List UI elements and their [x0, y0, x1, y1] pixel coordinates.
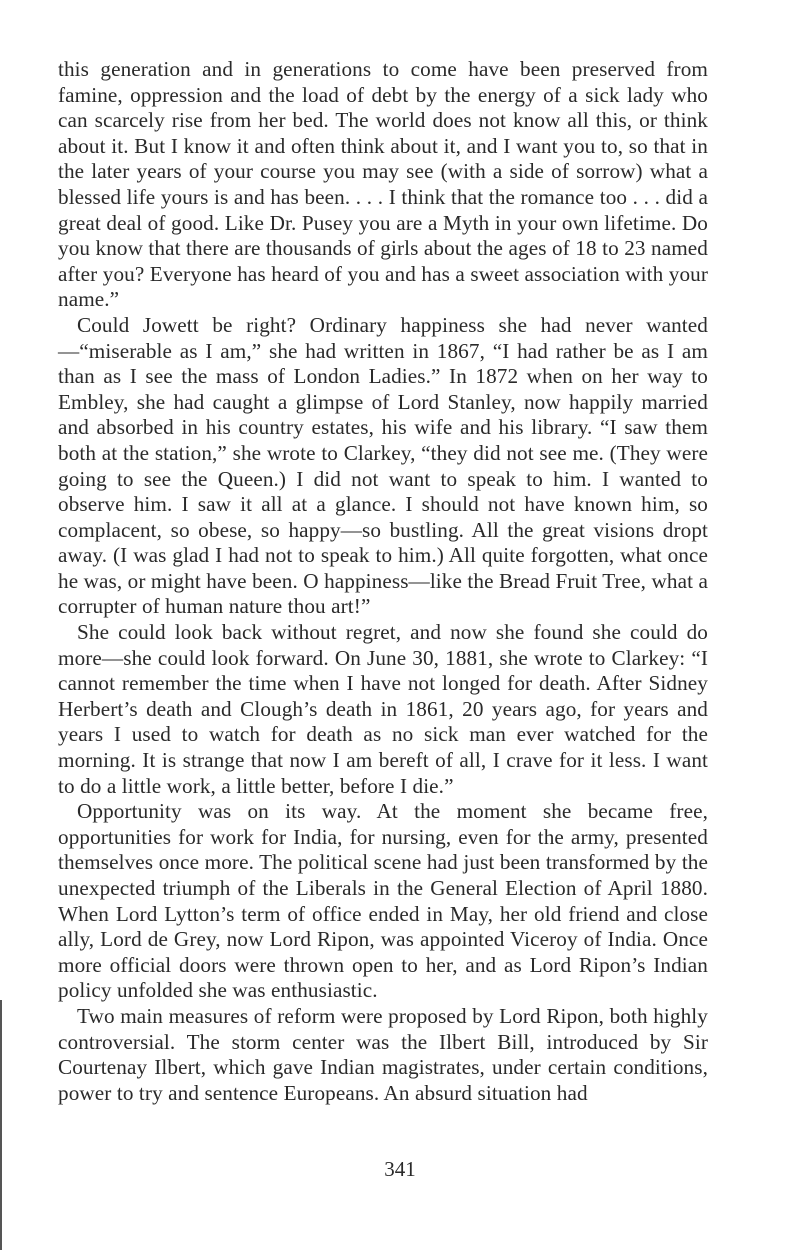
page-number: 341 — [384, 1157, 416, 1181]
paragraph-4: Opportunity was on its way. At the moment she became free, opportunities for work for India, for nursing, even for the army, presented themselves once more. The political scene had just been transformed by the unexpected triumph of the Liberals in the General Election of April 1880. When Lord Lytton’s term of office ended in May, her old friend and close ally, Lord de Grey, now Lord Ripon, was appointed Viceroy of India. Once more official doors were thrown open to her, and as Lord Ripon’s Indian policy unfolded she was enthusiastic. — [58, 799, 708, 1003]
body-text — [58, 57, 708, 1106]
scan-edge-mark — [0, 1000, 2, 1250]
paragraph-1: this generation and in generations to come have been preserved from famine, oppression and the load of debt by the energy of a sick lady who can scarcely rise from her bed. The world does not know all this, or think about it. But I know it and often think about it, and I want you to, so that in the later years of your course you may see (with a side of sorrow) what a blessed life yours is and has been. . . . I think that the romance too . . . did a great deal of good. Like Dr. Pusey you are a Myth in your own lifetime. Do you know that there are thousands of girls about the ages of 18 to 23 named after you? Everyone has heard of you and has a sweet association with your name.” — [58, 57, 708, 312]
paragraph-3: She could look back without regret, and now she found she could do more—she could look forward. On June 30, 1881, she wrote to Clarkey: “I cannot remember the time when I have not longed for death. After Sidney Herbert’s death and Clough’s death in 1861, 20 years ago, for years and years I used to watch for death as no sick man ever watched for the morning. It is strange that now I am bereft of all, I crave for it less. I want to do a little work, a little better, before I die.” — [58, 620, 708, 798]
paragraph-5: Two main measures of reform were proposed by Lord Ripon, both highly controversial. The storm center was the Ilbert Bill, introduced by Sir Courtenay Ilbert, which gave Indian magistrates, under certain conditions, power to try and sentence Europeans. An absurd situation had — [58, 1003, 708, 1105]
paragraph-2: Could Jowett be right? Ordinary happiness she had never wanted—“miserable as I am,” she had written in 1867, “I had rather be as I am than as I see the mass of London Ladies.” In 1872 when on her way to Embley, she had caught a glimpse of Lord Stanley, now happily married and absorbed in his country estates, his wife and his library. “I saw them both at the station,” she wrote to Clarkey, “they did not see me. (They were going to see the Queen.) I did not want to speak to him. I wanted to observe him. I saw it all at a glance. I should not have known him, so complacent, so obese, so happy—so bustling. All the great visions dropt away. (I was glad I had not to speak to him.) All quite forgotten, what once he was, or might have been. O happiness—like the Bread Fruit Tree, what a corrupter of human nature thou art!” — [58, 312, 708, 619]
